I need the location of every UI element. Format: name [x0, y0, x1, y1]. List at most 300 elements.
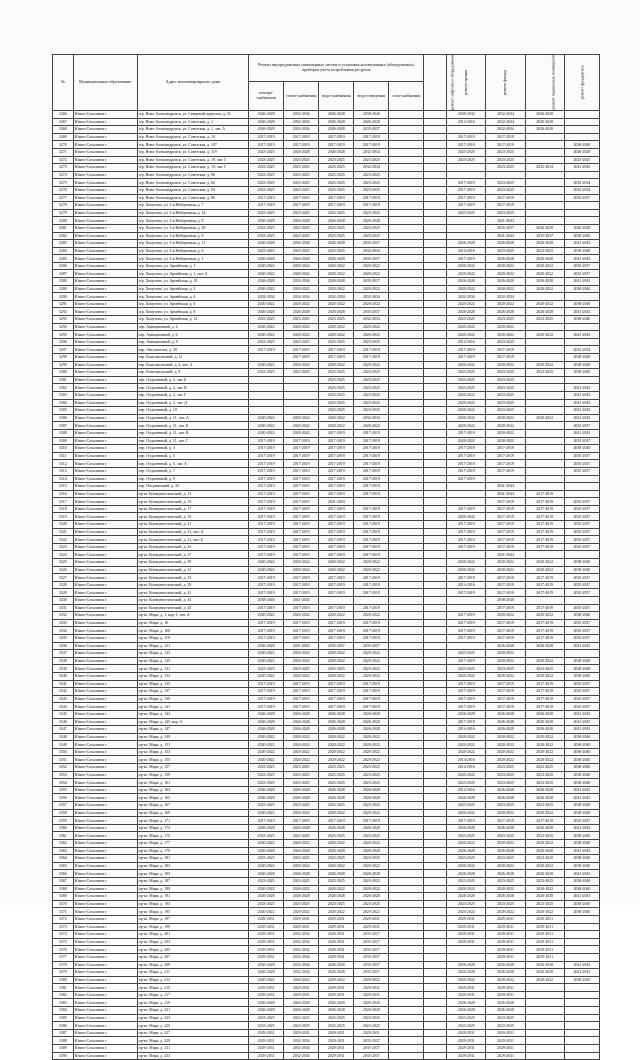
row-period-cell: 2035-2037	[564, 619, 599, 627]
row-period-cell: 2026-2028	[249, 111, 284, 119]
row-period-cell: 2023-2025	[249, 771, 284, 779]
row-period-cell: 2023-2025	[354, 771, 389, 779]
row-period-cell	[424, 817, 447, 825]
row-number: 3361	[53, 832, 74, 840]
row-period-cell: 2038-2040	[564, 361, 599, 369]
row-period-cell	[424, 665, 447, 673]
row-period-cell: 2038-2040	[564, 672, 599, 680]
row-municipality: Южно-Сахалинск г	[73, 710, 137, 718]
row-period-cell	[424, 794, 447, 802]
table-row	[53, 900, 600, 908]
row-period-cell: 2035-2037	[354, 961, 389, 969]
row-period-cell	[424, 642, 447, 650]
row-period-cell: 2017-2019	[249, 543, 284, 551]
row-period-cell: 2035-2037	[564, 703, 599, 711]
row-number: 3294	[53, 323, 74, 331]
row-period-cell: 2035-2037	[564, 574, 599, 582]
row-period-cell: 2026-2028	[447, 870, 486, 878]
row-period-cell: 2023-2025	[447, 900, 486, 908]
row-address: пер. Комсомольский, д. 12	[137, 354, 248, 362]
row-period-cell: 2020-2022	[354, 840, 389, 848]
row-period-cell: 2035-2037	[564, 604, 599, 612]
row-period-cell: 2038-2040	[564, 771, 599, 779]
row-period-cell: 2026-2028	[319, 278, 354, 286]
row-period-cell: 2026-2028	[319, 148, 354, 156]
row-address: пр-кт. Мира, д. 165	[137, 794, 248, 802]
row-period-cell	[389, 748, 424, 756]
row-period-cell	[424, 915, 447, 923]
registry-body	[53, 111, 600, 1060]
row-period-cell: 2029-2031	[486, 1052, 525, 1060]
row-period-cell	[447, 642, 486, 650]
row-municipality: Южно-Сахалинск г	[73, 893, 137, 901]
row-period-cell	[389, 536, 424, 544]
row-period-cell: 2032-2034	[284, 111, 319, 119]
row-number: 3336	[53, 642, 74, 650]
row-period-cell	[525, 467, 564, 475]
row-period-cell	[389, 391, 424, 399]
row-period-cell	[389, 209, 424, 217]
row-period-cell: 2017-2019	[447, 505, 486, 513]
row-period-cell	[354, 597, 389, 605]
row-municipality: Южно-Сахалинск г	[73, 1022, 137, 1030]
row-period-cell: 2020-2022	[525, 733, 564, 741]
table-row	[53, 877, 600, 885]
row-period-cell: 2017-2019	[284, 551, 319, 559]
row-period-cell: 2017-2019	[319, 141, 354, 149]
row-number: 3270	[53, 141, 74, 149]
row-period-cell: 2032-2034	[284, 278, 319, 286]
table-row	[53, 748, 600, 756]
row-period-cell: 2023-2025	[447, 156, 486, 164]
row-period-cell: 2035-2037	[354, 255, 389, 263]
row-period-cell	[447, 490, 486, 498]
row-period-cell: 2035-2037	[564, 817, 599, 825]
row-period-cell: 2017-2019	[486, 543, 525, 551]
row-number: 3374	[53, 931, 74, 939]
row-period-cell	[424, 710, 447, 718]
row-period-cell	[564, 126, 599, 134]
row-period-cell	[525, 171, 564, 179]
row-address: пер. Отдаленный, д. 9	[137, 475, 248, 483]
row-period-cell: 2023-2025	[284, 802, 319, 810]
row-period-cell: 2026-2028	[447, 847, 486, 855]
row-period-cell: 2023-2025	[486, 148, 525, 156]
row-period-cell: 2029-2031	[354, 1029, 389, 1037]
row-address: пр-кт. Коммунистический, д. 43	[137, 597, 248, 605]
row-number: 3333	[53, 619, 74, 627]
row-number: 3308	[53, 429, 74, 437]
row-period-cell: 2026-2028	[486, 961, 525, 969]
row-period-cell: 2020-2022	[354, 650, 389, 658]
row-number: 3340	[53, 672, 74, 680]
row-municipality: Южно-Сахалинск г	[73, 931, 137, 939]
row-address: пр-кт. Мира, д. 125	[137, 657, 248, 665]
row-address: пр-кт. Мира, д. 199	[137, 923, 248, 931]
row-period-cell	[424, 422, 447, 430]
row-period-cell	[424, 733, 447, 741]
row-period-cell: 2029-2031	[249, 923, 284, 931]
row-number: 3364	[53, 855, 74, 863]
row-period-cell	[564, 323, 599, 331]
row-period-cell: 2023-2025	[319, 376, 354, 384]
row-address: пр-кт. Мира, д. 207	[137, 953, 248, 961]
row-number: 3273	[53, 164, 74, 172]
row-period-cell: 2017-2019	[249, 680, 284, 688]
row-period-cell: 2026-2028	[525, 642, 564, 650]
row-period-cell	[525, 429, 564, 437]
row-period-cell: 2032-2034	[284, 953, 319, 961]
row-municipality: Южно-Сахалинск г	[73, 915, 137, 923]
table-row	[53, 733, 600, 741]
row-number: 3345	[53, 710, 74, 718]
row-period-cell: 2038-2040	[564, 665, 599, 673]
row-number: 3329	[53, 589, 74, 597]
row-period-cell	[424, 179, 447, 187]
row-period-cell: 2017-2019	[319, 581, 354, 589]
row-period-cell: 2032-2034	[284, 118, 319, 126]
row-period-cell: 2026-2028	[486, 255, 525, 263]
row-period-cell: 2026-2028	[319, 718, 354, 726]
row-period-cell	[424, 323, 447, 331]
row-period-cell: 2017-2019	[284, 437, 319, 445]
row-municipality: Южно-Сахалинск г	[73, 741, 137, 749]
row-address: пр-кт. Мира, д. 157	[137, 764, 248, 772]
row-period-cell: 2029-2031	[319, 1052, 354, 1060]
header-col-roof: ремонт крыши	[447, 55, 486, 111]
row-period-cell: 2032-2034	[319, 293, 354, 301]
row-period-cell: 2023-2025	[319, 802, 354, 810]
table-row	[53, 338, 600, 346]
row-period-cell: 2026-2028	[319, 786, 354, 794]
row-period-cell: 2032-2034	[284, 1052, 319, 1060]
row-municipality: Южно-Сахалинск г	[73, 255, 137, 263]
row-period-cell: 2026-2028	[319, 999, 354, 1007]
row-period-cell: 2041-2043	[564, 969, 599, 977]
row-period-cell: 2017-2019	[486, 354, 525, 362]
row-period-cell: 2026-2028	[319, 111, 354, 119]
row-period-cell: 2020-2022	[319, 748, 354, 756]
row-period-cell: 2017-2019	[486, 589, 525, 597]
row-period-cell	[389, 414, 424, 422]
table-row	[53, 1029, 600, 1037]
row-period-cell: 2029-2031	[486, 991, 525, 999]
row-period-cell: 2026-2028	[319, 240, 354, 248]
row-period-cell	[564, 1014, 599, 1022]
row-period-cell	[389, 240, 424, 248]
row-period-cell: 2029-2031	[447, 1037, 486, 1045]
row-period-cell	[424, 589, 447, 597]
row-number: 3314	[53, 475, 74, 483]
row-period-cell: 2029-2031	[319, 991, 354, 999]
row-period-cell: 2017-2019	[249, 437, 284, 445]
row-number: 3369	[53, 893, 74, 901]
row-period-cell: 2026-2028	[284, 893, 319, 901]
row-period-cell: 2017-2019	[486, 513, 525, 521]
row-address: пер. Отдаленный, д. 2, лит. Б	[137, 376, 248, 384]
row-period-cell: 2023-2025	[447, 148, 486, 156]
row-period-cell: 2026-2028	[354, 794, 389, 802]
row-period-cell: 2038-2040	[564, 756, 599, 764]
row-period-cell: 2020-2022	[486, 323, 525, 331]
row-period-cell: 2017-2019	[354, 141, 389, 149]
table-row	[53, 885, 600, 893]
row-period-cell	[447, 498, 486, 506]
row-period-cell	[389, 771, 424, 779]
row-period-cell	[389, 179, 424, 187]
row-period-cell	[525, 1052, 564, 1060]
row-period-cell	[389, 718, 424, 726]
row-period-cell	[525, 984, 564, 992]
row-period-cell: 2026-2028	[354, 847, 389, 855]
row-period-cell: 2026-2028	[284, 824, 319, 832]
row-period-cell	[525, 179, 564, 187]
row-address: п/р. Хомутово, ул. 3-я Набережная, д. 1	[137, 255, 248, 263]
row-number: 3287	[53, 270, 74, 278]
row-period-cell: 2017-2019	[319, 703, 354, 711]
row-municipality: Южно-Сахалинск г	[73, 224, 137, 232]
row-period-cell	[424, 969, 447, 977]
row-period-cell: 2017-2019	[447, 475, 486, 483]
row-period-cell: 2023-2025	[284, 665, 319, 673]
row-period-cell: 2029-2031	[486, 1037, 525, 1045]
row-period-cell: 2026-2028	[486, 642, 525, 650]
row-number: 3275	[53, 179, 74, 187]
table-row	[53, 300, 600, 308]
row-period-cell: 2026-2028	[249, 999, 284, 1007]
row-period-cell	[389, 597, 424, 605]
row-period-cell: 2032-2034	[284, 240, 319, 248]
row-period-cell: 2017-2019	[447, 657, 486, 665]
row-address: пр-кт. Мира, д. 187	[137, 877, 248, 885]
row-period-cell: 2023-2025	[525, 247, 564, 255]
row-period-cell	[486, 171, 525, 179]
row-period-cell: 2026-2028	[249, 969, 284, 977]
row-period-cell: 2029-2031	[525, 931, 564, 939]
row-period-cell: 2035-2037	[564, 505, 599, 513]
row-period-cell	[424, 680, 447, 688]
row-period-cell: 2029-2031	[249, 946, 284, 954]
row-period-cell	[389, 566, 424, 574]
row-period-cell: 2041-2043	[564, 429, 599, 437]
row-municipality: Южно-Сахалинск г	[73, 574, 137, 582]
row-period-cell: 2017-2019	[447, 354, 486, 362]
row-period-cell: 2026-2028	[525, 710, 564, 718]
row-municipality: Южно-Сахалинск г	[73, 870, 137, 878]
row-number: 3370	[53, 900, 74, 908]
row-period-cell	[424, 604, 447, 612]
row-municipality: Южно-Сахалинск г	[73, 498, 137, 506]
table-row	[53, 946, 600, 954]
table-row	[53, 771, 600, 779]
row-period-cell	[424, 976, 447, 984]
row-period-cell: 2020-2022	[354, 908, 389, 916]
row-address: пер. Отдаленный, д. 3	[137, 445, 248, 453]
row-period-cell: 2023-2025	[447, 650, 486, 658]
row-period-cell: 2020-2022	[486, 361, 525, 369]
row-number: 3323	[53, 543, 74, 551]
row-period-cell: 2017-2019	[249, 551, 284, 559]
row-period-cell	[424, 809, 447, 817]
table-row	[53, 202, 600, 210]
row-number: 3307	[53, 422, 74, 430]
row-address: пр-кт. Мира, д. 151	[137, 741, 248, 749]
row-address: пр-кт. Мира, д. 175	[137, 832, 248, 840]
row-period-cell: 2017-2019	[249, 528, 284, 536]
row-period-cell	[389, 247, 424, 255]
row-period-cell	[389, 1007, 424, 1015]
row-period-cell	[389, 255, 424, 263]
row-period-cell: 2017-2019	[319, 513, 354, 521]
row-period-cell	[424, 354, 447, 362]
row-period-cell: 2023-2025	[284, 171, 319, 179]
row-period-cell: 2023-2025	[525, 832, 564, 840]
row-period-cell	[424, 148, 447, 156]
row-period-cell: 2035-2037	[564, 680, 599, 688]
row-number: 3321	[53, 528, 74, 536]
row-period-cell: 2017-2019	[525, 604, 564, 612]
row-period-cell	[424, 862, 447, 870]
row-period-cell: 2029-2031	[284, 1029, 319, 1037]
row-municipality: Южно-Сахалинск г	[73, 361, 137, 369]
row-period-cell: 2026-2028	[319, 126, 354, 134]
row-period-cell: 2020-2022	[249, 285, 284, 293]
row-number: 3322	[53, 536, 74, 544]
row-period-cell	[525, 391, 564, 399]
row-period-cell: 2026-2028	[447, 969, 486, 977]
row-period-cell: 2023-2025	[319, 224, 354, 232]
row-period-cell	[424, 551, 447, 559]
row-period-cell: 2035-2037	[354, 938, 389, 946]
row-period-cell: 2020-2022	[447, 262, 486, 270]
row-period-cell: 2023-2025	[354, 779, 389, 787]
row-period-cell: 2017-2019	[447, 429, 486, 437]
row-period-cell	[424, 824, 447, 832]
row-period-cell: 2023-2025	[447, 855, 486, 863]
row-period-cell: 2020-2022	[447, 976, 486, 984]
row-period-cell	[389, 270, 424, 278]
row-period-cell: 2017-2019	[319, 346, 354, 354]
row-municipality: Южно-Сахалинск г	[73, 642, 137, 650]
row-period-cell: 2020-2022	[354, 885, 389, 893]
row-period-cell: 2017-2019	[486, 460, 525, 468]
row-period-cell: 2017-2019	[525, 581, 564, 589]
row-period-cell: 2023-2025	[354, 232, 389, 240]
row-period-cell	[564, 1029, 599, 1037]
row-period-cell: 2020-2022	[284, 323, 319, 331]
row-period-cell: 2020-2022	[447, 809, 486, 817]
row-period-cell: 2026-2028	[525, 726, 564, 734]
row-period-cell	[525, 483, 564, 491]
row-period-cell: 2020-2022	[447, 270, 486, 278]
row-period-cell: 2029-2031	[319, 915, 354, 923]
row-address: пр-кт. Мира, д. 205	[137, 946, 248, 954]
row-period-cell: 2017-2019	[447, 574, 486, 582]
row-address: п/р. Ново-Александровск, ул. Советская, д. 19, лит. Г	[137, 156, 248, 164]
row-period-cell	[389, 148, 424, 156]
row-period-cell	[424, 855, 447, 863]
row-period-cell	[525, 551, 564, 559]
row-period-cell: 2035-2037	[354, 1037, 389, 1045]
row-period-cell: 2020-2022	[525, 976, 564, 984]
table-row	[53, 285, 600, 293]
row-period-cell: 2038-2040	[564, 748, 599, 756]
row-period-cell: 2020-2022	[486, 657, 525, 665]
row-period-cell: 2014-2016	[447, 764, 486, 772]
row-address: пр-кт. Мира, д. 223	[137, 1014, 248, 1022]
row-period-cell	[389, 262, 424, 270]
row-period-cell: 2023-2025	[319, 338, 354, 346]
table-row	[53, 445, 600, 453]
row-municipality: Южно-Сахалинск г	[73, 354, 137, 362]
row-period-cell: 2026-2028	[249, 126, 284, 134]
row-period-cell: 2041-2043	[564, 893, 599, 901]
table-row	[53, 597, 600, 605]
row-period-cell	[424, 1007, 447, 1015]
row-period-cell: 2026-2028	[525, 794, 564, 802]
row-period-cell: 2017-2019	[486, 703, 525, 711]
row-period-cell: 2020-2022	[486, 672, 525, 680]
row-address: пер. Энтузиастов, д. 20	[137, 346, 248, 354]
row-period-cell: 2026-2028	[249, 847, 284, 855]
row-address: п/р. Ново-Александровск, ул. Советская, д. 107	[137, 141, 248, 149]
row-number: 3358	[53, 809, 74, 817]
row-period-cell: 2035-2037	[564, 498, 599, 506]
row-number: 3283	[53, 240, 74, 248]
row-address: пр-кт. Мира, д. 143	[137, 710, 248, 718]
row-period-cell: 2023-2025	[284, 247, 319, 255]
row-period-cell: 2020-2022	[249, 672, 284, 680]
row-period-cell: 2017-2019	[249, 634, 284, 642]
row-period-cell: 2020-2022	[525, 908, 564, 916]
row-municipality: Южно-Сахалинск г	[73, 779, 137, 787]
row-address: пр-кт. Мира, д. 189	[137, 885, 248, 893]
row-period-cell	[389, 756, 424, 764]
row-period-cell: 2017-2019	[319, 695, 354, 703]
row-municipality: Южно-Сахалинск г	[73, 908, 137, 916]
row-address: пр-кт. Мира, д. 121	[137, 642, 248, 650]
row-period-cell: 2017-2019	[284, 133, 319, 141]
row-municipality: Южно-Сахалинск г	[73, 786, 137, 794]
row-period-cell: 2020-2022	[354, 331, 389, 339]
row-period-cell: 2041-2043	[564, 847, 599, 855]
row-period-cell: 2035-2037	[354, 1045, 389, 1053]
row-address: пер. Отдаленный, д. 11, лит. В	[137, 429, 248, 437]
row-period-cell	[424, 278, 447, 286]
row-period-cell	[389, 650, 424, 658]
row-number: 3302	[53, 384, 74, 392]
row-address: пр-кт. Мира, д. 155	[137, 756, 248, 764]
row-municipality: Южно-Сахалинск г	[73, 961, 137, 969]
row-period-cell: 2023-2025	[319, 399, 354, 407]
row-period-cell: 2023-2025	[354, 376, 389, 384]
row-period-cell: 2035-2037	[564, 521, 599, 529]
row-municipality: Южно-Сахалинск г	[73, 171, 137, 179]
row-period-cell: 2038-2040	[564, 285, 599, 293]
row-period-cell: 2026-2028	[284, 1007, 319, 1015]
table-row	[53, 665, 600, 673]
row-period-cell	[564, 1022, 599, 1030]
row-municipality: Южно-Сахалинск г	[73, 634, 137, 642]
row-period-cell: 2029-2031	[249, 991, 284, 999]
row-municipality: Южно-Сахалинск г	[73, 376, 137, 384]
row-period-cell: 2041-2043	[564, 407, 599, 415]
row-municipality: Южно-Сахалинск г	[73, 202, 137, 210]
row-period-cell: 2023-2025	[525, 665, 564, 673]
row-period-cell: 2017-2019	[284, 498, 319, 506]
row-period-cell: 2020-2022	[284, 733, 319, 741]
row-period-cell	[389, 467, 424, 475]
